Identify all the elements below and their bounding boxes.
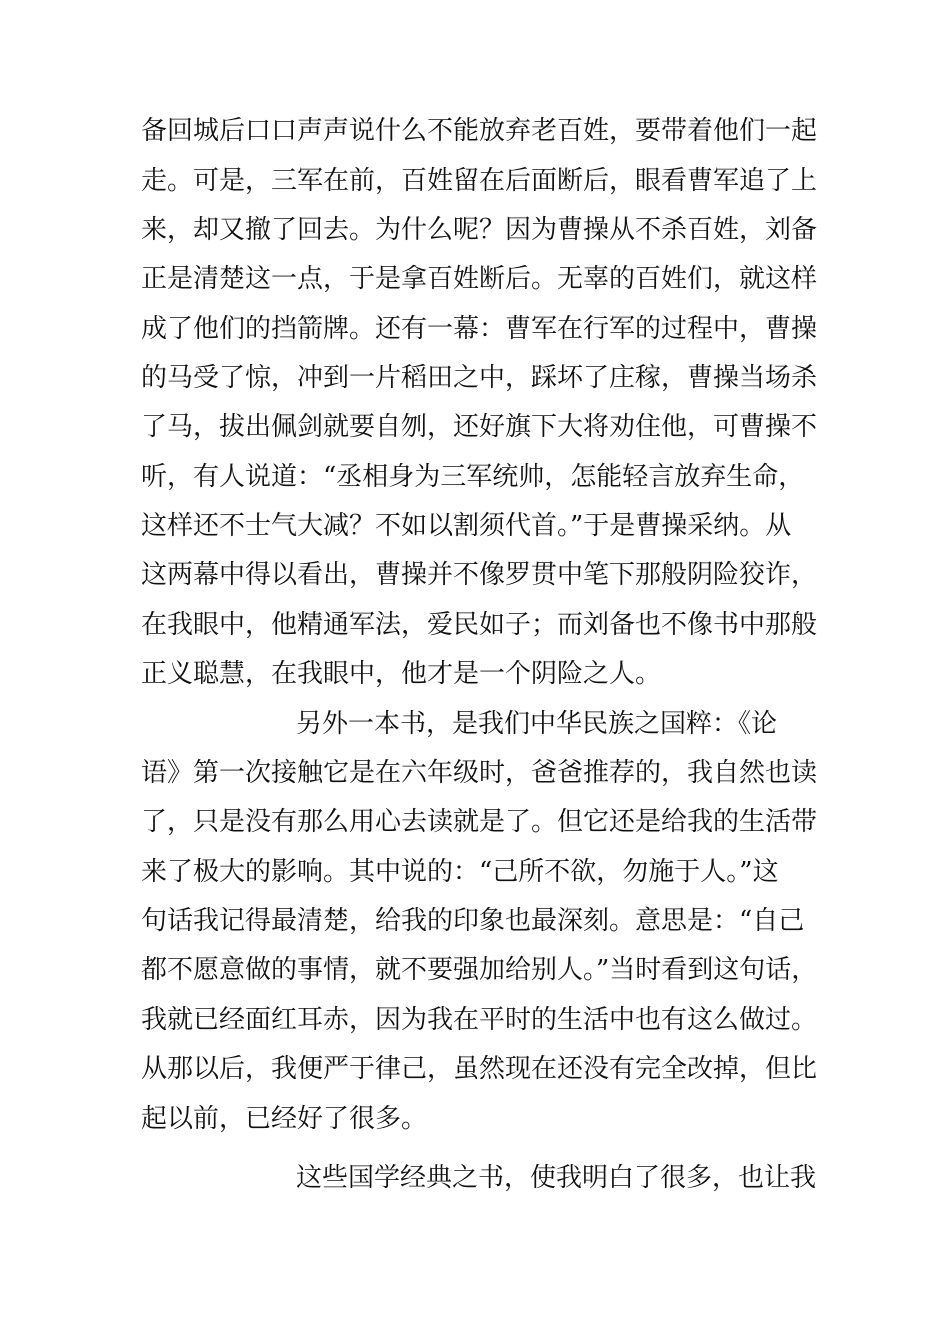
text-line: 正义聪慧，在我眼中，他才是一个阴险之人。 (141, 659, 662, 689)
paragraph-start-line: 另外一本书，是我们中华民族之国粹：《论 (296, 709, 778, 739)
text-line: 正是清楚这一点，于是拿百姓断后。无辜的百姓们，就这样 (141, 264, 818, 294)
text-line: 来了极大的影响。其中说的：“己所不欲，勿施于人。”这 (141, 857, 779, 887)
text-line: 来，却又撤了回去。为什么呢？因为曹操从不杀百姓，刘备 (141, 215, 818, 245)
text-line: 成了他们的挡箭牌。还有一幕：曹军在行军的过程中，曹操 (141, 314, 818, 344)
text-line: 了马，拔出佩剑就要自刎，还好旗下大将劝住他，可曹操不 (141, 412, 818, 442)
text-line: 句话我记得最清楚，给我的印象也最深刻。意思是：“自己 (141, 906, 805, 936)
text-line: 这样还不士气大减？不如以割须代首。”于是曹操采纳。从 (141, 511, 792, 541)
text-line: 在我眼中，他精通军法，爱民如子；而刘备也不像书中那般 (141, 610, 818, 640)
text-line: 备回城后口口声声说什么不能放弃老百姓，要带着他们一起 (141, 116, 818, 146)
text-line: 语》第一次接触它是在六年级时，爸爸推荐的，我自然也读 (141, 758, 818, 788)
text-line: 走。可是，三军在前，百姓留在后面断后，眼看曹军追了上 (141, 166, 818, 196)
text-line: 我就已经面红耳赤，因为我在平时的生活中也有这么做过。 (141, 1005, 818, 1035)
text-line: 的马受了惊，冲到一片稻田之中，踩坏了庄稼，曹操当场杀 (141, 363, 818, 393)
text-line: 了，只是没有那么用心去读就是了。但它还是给我的生活带 (141, 807, 818, 837)
text-line: 起以前，已经好了很多。 (141, 1104, 428, 1134)
text-line: 这两幕中得以看出，曹操并不像罗贯中笔下那般阴险狡诈， (141, 560, 818, 590)
paragraph-start-line: 这些国学经典之书，使我明白了很多，也让我 (296, 1163, 817, 1193)
text-line: 听，有人说道：“丞相身为三军统帅，怎能轻言放弃生命， (141, 462, 805, 492)
text-line: 都不愿意做的事情，就不要强加给别人。”当时看到这句话， (141, 955, 818, 985)
text-line: 从那以后，我便严于律己，虽然现在还没有完全改掉，但比 (141, 1054, 818, 1084)
